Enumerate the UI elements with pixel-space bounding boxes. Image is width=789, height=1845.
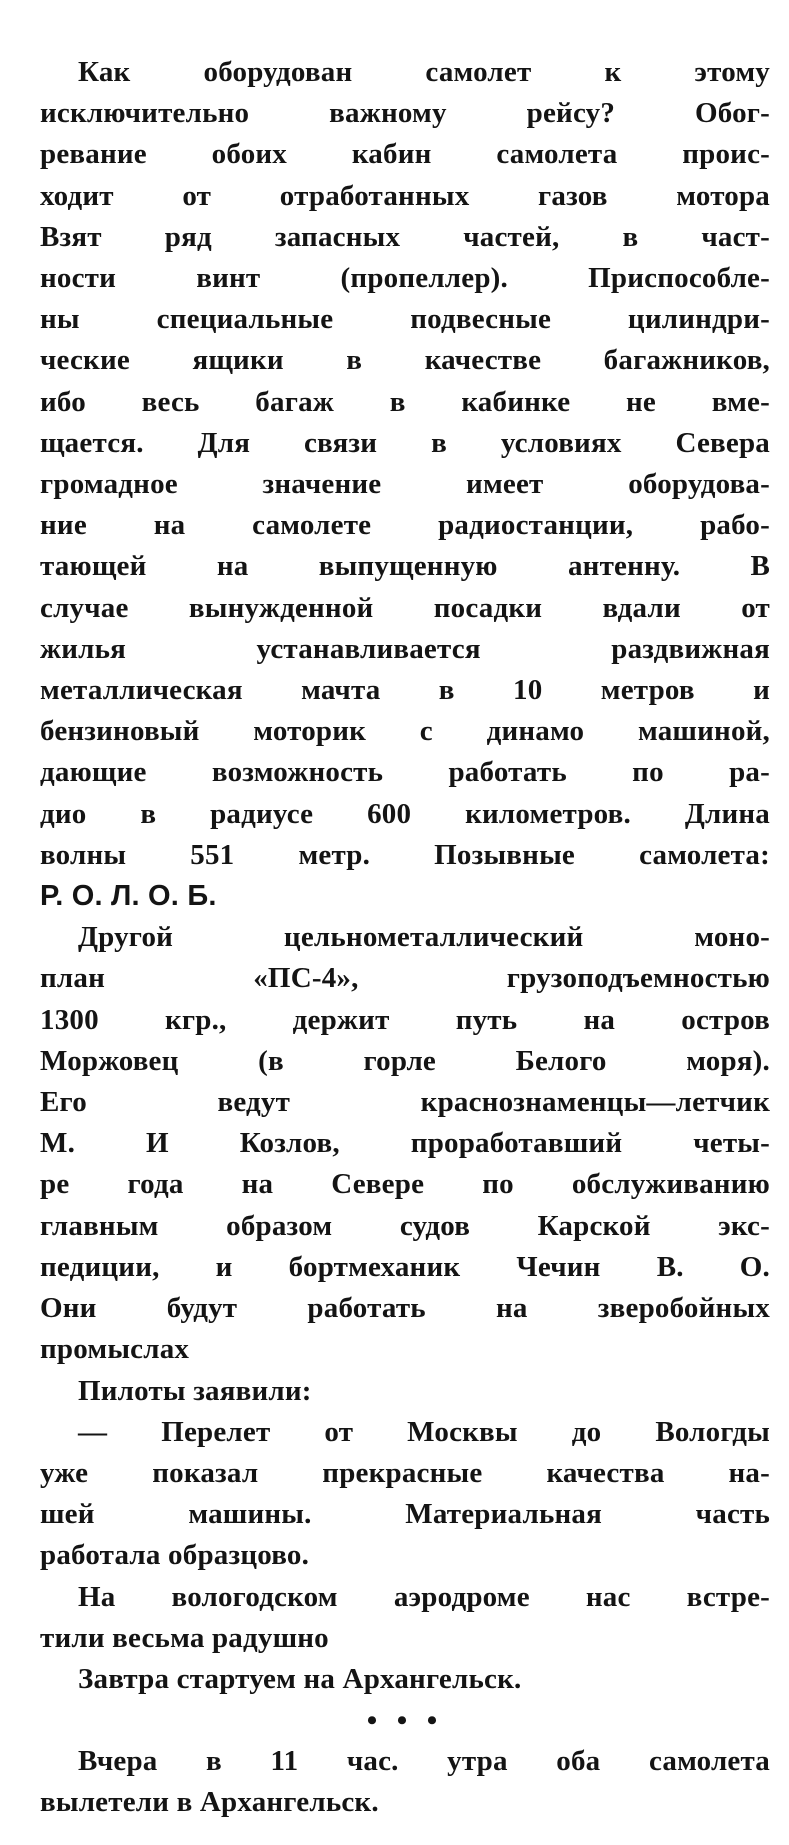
text-line: жилья устанавливается раздвижная: [40, 632, 770, 665]
text-line: ревание обоих кабин самолета проис-: [40, 138, 770, 171]
text-line: Его ведут краснознаменцы—летчик: [40, 1086, 770, 1119]
paragraph-tomorrow: [40, 1659, 770, 1700]
text-line: ны специальные подвесные цилиндри-: [40, 303, 770, 336]
text-line: щается. Для связи в условиях Севера: [40, 426, 770, 459]
newspaper-column: [40, 52, 770, 1824]
text-line: педиции, и бортмеханик Чечин В. О.: [40, 1250, 770, 1283]
text-line: металлическая мачта в 10 метров и: [40, 674, 770, 707]
text-line: уже показал прекрасные качества на-: [40, 1456, 770, 1489]
section-separator: • • •: [366, 1704, 444, 1738]
paragraph-pilots-said: [40, 1371, 770, 1412]
text-line: ние на самолете радиостанции, рабо-: [40, 509, 770, 542]
text-line: Вчера в 11 час. утра оба самолета: [78, 1745, 770, 1778]
text-line: дающие возможность работать по ра-: [40, 756, 770, 789]
text-line: дио в радиусе 600 километров. Длина: [40, 797, 770, 830]
text-line: 1300 кгр., держит путь на остров: [40, 1003, 770, 1036]
paragraph-equipment: [40, 52, 770, 917]
text-line: исключительно важному рейсу? Обог-: [40, 97, 770, 130]
text-line: тающей на выпущенную антенну. В: [40, 550, 770, 583]
text-line: ности винт (пропеллер). Приспособле-: [40, 262, 770, 295]
text-line: ческие ящики в качестве багажников,: [40, 344, 770, 377]
text-line: Пилоты заявили:: [78, 1374, 312, 1407]
text-line: Как оборудован самолет к этому: [78, 56, 770, 88]
text-line: Другой цельнометаллический моно-: [78, 921, 770, 954]
text-line: громадное значение имеет оборудова-: [40, 468, 770, 501]
text-line: вылетели в Архангельск.: [40, 1786, 379, 1819]
text-line: промыслах: [40, 1333, 190, 1366]
text-line: тили весьма радушно: [40, 1621, 329, 1654]
text-line: Завтра стартуем на Архангельск.: [78, 1662, 522, 1695]
text-line: бензиновый моторик с динамо машиной,: [40, 715, 770, 748]
paragraph-departure: [40, 1741, 770, 1823]
text-line: ре года на Севере по обслуживанию: [40, 1168, 770, 1201]
paragraph-second-plane: [40, 917, 770, 1370]
text-line: — Перелет от Москвы до Вологды: [78, 1415, 770, 1448]
text-line: На вологодском аэродроме нас встре-: [78, 1580, 770, 1613]
text-line: работала образцово.: [40, 1539, 310, 1572]
text-line: Моржовец (в горле Белого моря).: [40, 1044, 770, 1077]
text-line: шей машины. Материальная часть: [40, 1498, 770, 1531]
text-line: М. И Козлов, проработавший четы-: [40, 1127, 770, 1160]
paragraph-quote: [40, 1412, 770, 1577]
text-line: Они будут работать на зверобойных: [40, 1292, 770, 1325]
call-sign: Р. О. Л. О. Б.: [40, 880, 217, 913]
text-line: план «ПС-4», грузоподъемностью: [40, 962, 770, 995]
text-line: ибо весь багаж в кабинке не вме-: [40, 385, 770, 418]
text-line: главным образом судов Карской экс-: [40, 1209, 770, 1242]
text-line: случае вынужденной посадки вдали от: [40, 591, 770, 624]
text-line: ходит от отработанных газов мотора: [40, 179, 770, 212]
text-line: волны 551 метр. Позывные самолета:: [40, 838, 770, 871]
text-line: Взят ряд запасных частей, в част-: [40, 220, 770, 253]
paragraph-vologda: [40, 1577, 770, 1659]
